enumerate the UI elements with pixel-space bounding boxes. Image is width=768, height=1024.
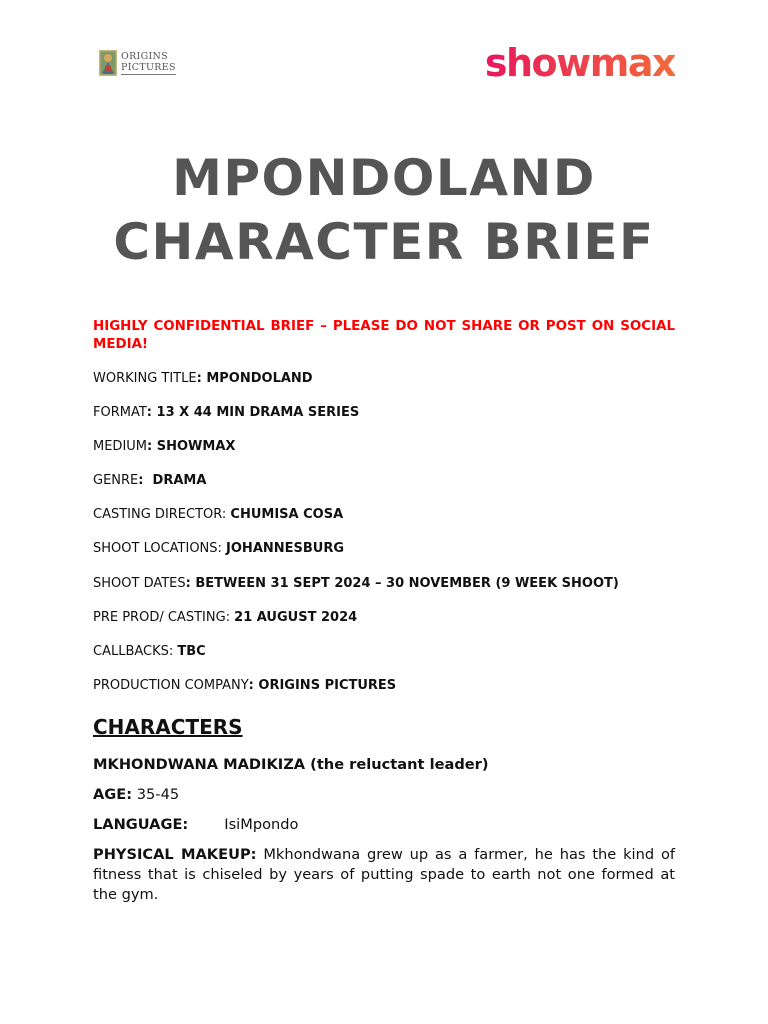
detail-field-label: SHOOT DATES [93, 575, 186, 591]
showmax-logo [485, 40, 675, 84]
age-label: AGE: [93, 785, 133, 803]
origins-logo-line1: ORIGINS [121, 51, 168, 62]
detail-field [93, 643, 675, 661]
age-value: 35-45 [136, 785, 180, 803]
physical-makeup [93, 845, 675, 905]
detail-field-value-text: SHOWMAX [156, 439, 236, 455]
characters-heading: CHARACTERS [93, 714, 243, 739]
detail-field-value-text: 21 AUGUST 2024 [234, 609, 358, 625]
detail-field-value [234, 610, 357, 625]
detail-field-separator: : [196, 371, 207, 386]
physical-makeup-label: PHYSICAL MAKEUP: [93, 845, 257, 863]
character-name: MKHONDWANA MADIKIZA (the reluctant leader) [93, 755, 489, 773]
detail-field-separator: : [146, 405, 157, 421]
language-value: IsiMpondo [224, 815, 299, 833]
detail-field-label: WORKING TITLE [93, 371, 197, 386]
detail-field-value [226, 541, 344, 556]
detail-field-separator: : [147, 439, 157, 455]
detail-field-separator: : [248, 677, 259, 693]
detail-field-value [147, 405, 359, 420]
detail-field-label: FORMAT [93, 405, 147, 421]
language-label: LANGUAGE: [93, 815, 189, 833]
production-details [93, 370, 675, 695]
detail-field [93, 404, 675, 422]
detail-field-value [147, 439, 235, 454]
detail-field-label: CALLBACKS: [93, 643, 178, 659]
document-title [0, 146, 768, 274]
origins-logo-text [121, 51, 176, 75]
title-line2: CHARACTER BRIEF [113, 213, 655, 271]
origins-emblem-icon [99, 50, 117, 76]
showmax-logo-text: showmax [485, 41, 675, 84]
detail-field-value-text: BETWEEN 31 SEPT 2024 – 30 NOVEMBER (9 WEEK SHOOT) [195, 575, 619, 591]
detail-field-value [186, 576, 619, 591]
title-line1: MPONDOLAND [172, 149, 596, 207]
detail-field [93, 506, 675, 524]
detail-field-value [138, 473, 206, 488]
physical-makeup-value: Mkhondwana grew up as a farmer, he has the kind of fitness that is chiseled by years of putting spade to earth not one formed at the gym. [93, 845, 676, 903]
detail-field [93, 472, 675, 490]
detail-field [93, 540, 675, 558]
detail-field-value-text: 13 X 44 MIN DRAMA SERIES [156, 405, 360, 421]
detail-field [93, 609, 675, 627]
detail-field-label: MEDIUM [93, 439, 148, 455]
detail-field-label: CASTING DIRECTOR: [93, 507, 231, 523]
detail-field [93, 677, 675, 695]
detail-field-value-text: CHUMISA COSA [230, 507, 344, 523]
detail-field-label: PRE PROD/ CASTING: [93, 609, 235, 625]
confidential-notice: HIGHLY CONFIDENTIAL BRIEF – PLEASE DO NOT SHARE OR POST ON SOCIAL MEDIA! [93, 319, 675, 352]
character-age [93, 785, 675, 805]
detail-field [93, 370, 675, 388]
detail-field-value [177, 644, 205, 659]
detail-field-value [197, 371, 313, 386]
detail-field-value [249, 678, 397, 693]
origins-logo-line2: PICTURES [121, 62, 176, 73]
detail-field-label: PRODUCTION COMPANY [93, 677, 249, 693]
detail-field-value-text: ORIGINS PICTURES [258, 677, 397, 693]
origins-pictures-logo [99, 48, 176, 78]
detail-field-label: GENRE [93, 473, 139, 489]
detail-field-value-text: MPONDOLAND [206, 371, 313, 386]
brief-content [93, 318, 675, 905]
detail-field [93, 438, 675, 456]
detail-field-separator: : [138, 473, 153, 489]
detail-field-label: SHOOT LOCATIONS: [93, 541, 227, 557]
detail-field-value [230, 507, 343, 522]
detail-field [93, 575, 675, 593]
detail-field-value-text: TBC [177, 643, 206, 659]
detail-field-value-text: DRAMA [152, 473, 207, 489]
character-language [93, 815, 675, 835]
detail-field-value-text: JOHANNESBURG [226, 541, 345, 557]
detail-field-separator: : [185, 575, 196, 591]
